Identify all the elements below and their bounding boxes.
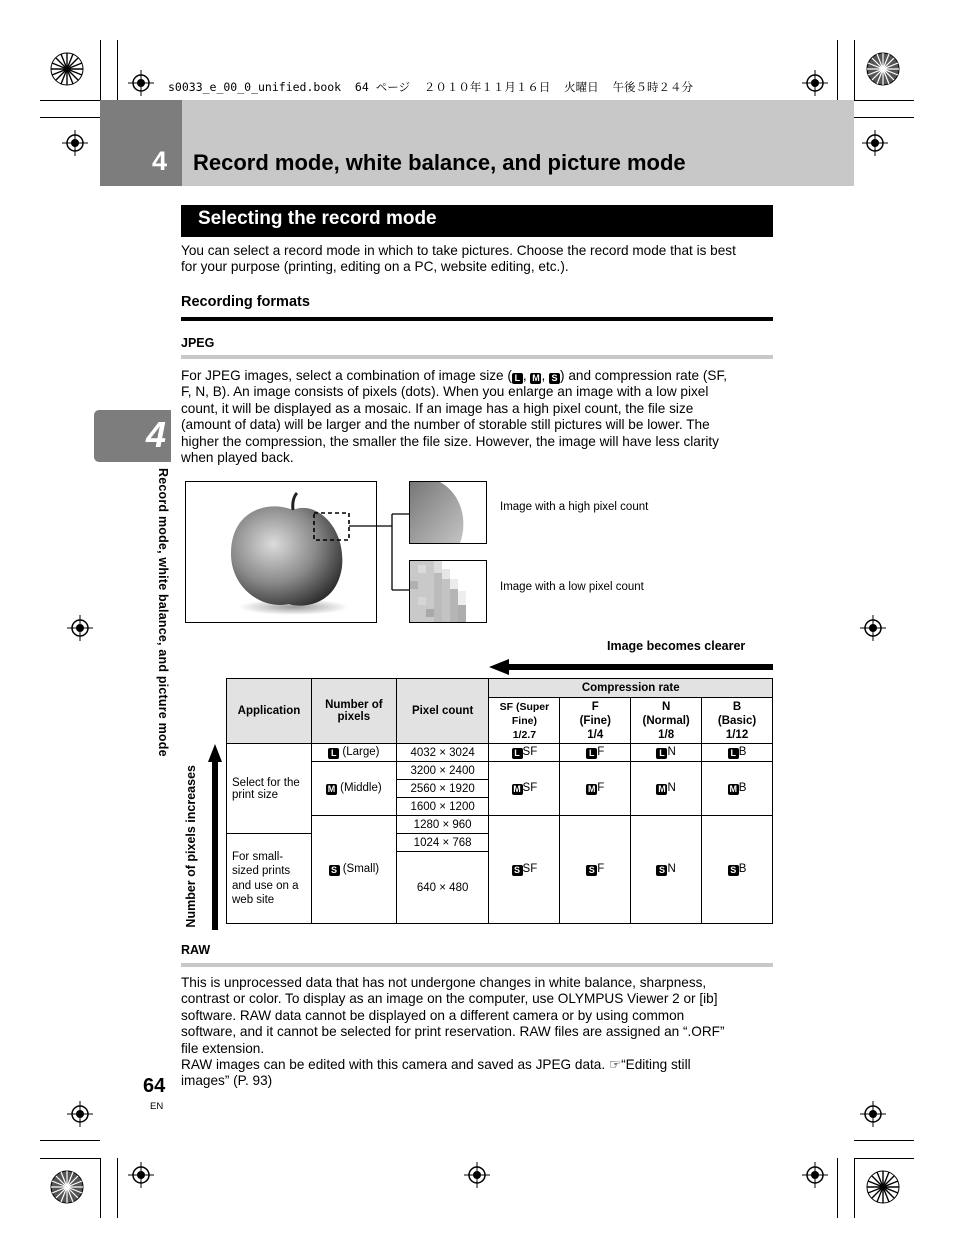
high-pixel-image xyxy=(410,482,486,543)
registration-mark-icon xyxy=(128,70,154,96)
pixel-count-cell: 3200 × 2400 xyxy=(396,762,489,780)
header-application: Application xyxy=(227,679,312,744)
registration-mark-icon xyxy=(464,1162,490,1188)
size-middle-icon: M xyxy=(327,784,336,794)
registration-mark-icon xyxy=(67,615,93,641)
chapter-title: Record mode, white balance, and picture mode xyxy=(193,150,686,175)
registration-mark-icon xyxy=(67,1101,93,1127)
apple-illustration xyxy=(186,482,376,622)
pixel-count-cell: 1024 × 768 xyxy=(396,834,489,852)
printer-header: s0033_e_00_0_unified.book 64 ページ ２０１０年１１月１６日 火曜日 午後５時２４分 xyxy=(168,80,694,94)
chapter-number-box xyxy=(100,100,182,186)
jpeg-rule xyxy=(181,355,773,359)
caption-high-pixel: Image with a high pixel count xyxy=(500,501,649,513)
registration-mark-icon xyxy=(860,615,886,641)
side-tab-text: Record mode, white balance, and picture mode xyxy=(156,468,170,757)
color-target-icon xyxy=(866,1170,900,1204)
size-small-icon: S xyxy=(549,373,560,384)
header-f: F (Fine) 1/4 xyxy=(560,698,631,744)
arrow-up-icon xyxy=(207,744,223,930)
page-language: EN xyxy=(150,1101,164,1112)
color-target-icon xyxy=(866,52,900,86)
pixel-count-cell: 2560 × 1920 xyxy=(396,780,489,798)
jpeg-heading: JPEG xyxy=(181,336,215,350)
application-print: Select for the print size xyxy=(227,744,312,834)
pixel-count-cell: 1280 × 960 xyxy=(396,816,489,834)
application-small: For small-sized prints and use on a web site xyxy=(227,834,312,924)
registration-mark-icon xyxy=(128,1162,154,1188)
arrow-left-icon xyxy=(489,658,774,676)
registration-mark-icon xyxy=(862,130,888,156)
header-number-of-pixels: Number of pixels xyxy=(311,679,396,744)
header-b: B (Basic) 1/12 xyxy=(702,698,773,744)
registration-mark-icon xyxy=(802,1162,828,1188)
section-intro: You can select a record mode in which to take pictures. Choose the record mode that is best for your purpose (printing, editing on a PC, website editing, etc.). xyxy=(181,243,736,275)
size-large: L (Large) xyxy=(311,744,396,762)
chapter-number: 4 xyxy=(152,146,168,176)
raw-heading: RAW xyxy=(181,943,211,957)
size-small-icon: S xyxy=(329,865,340,876)
color-target-icon xyxy=(50,1170,84,1204)
header-sf: SF (Super Fine) 1/2.7 xyxy=(489,698,560,744)
color-target-icon xyxy=(50,52,84,86)
section-title: Selecting the record mode xyxy=(198,208,437,229)
side-tab-number: 4 xyxy=(146,414,167,455)
header-compression-rate: Compression rate xyxy=(489,679,773,698)
size-middle: M (Middle) xyxy=(311,762,396,816)
low-pixel-image xyxy=(410,561,486,622)
record-mode-table xyxy=(226,678,773,924)
table-row: S (Small) 1280 × 960 S SF S F S N S B xyxy=(227,816,773,834)
size-small: S (Small) xyxy=(311,816,396,924)
size-large-icon: L xyxy=(328,748,339,759)
raw-rule xyxy=(181,963,773,967)
table-row: Select for the print size L (Large) 4032 × 3024 L SF L F L N L B xyxy=(227,744,773,762)
pixel-count-cell: 640 × 480 xyxy=(396,852,489,924)
pixel-count-cell: 1600 × 1200 xyxy=(396,798,489,816)
high-pixel-sample xyxy=(409,481,487,544)
reference-icon: ☞ xyxy=(608,1057,622,1073)
jpeg-paragraph: For JPEG images, select a combination of image size ( L , M , S ) and compression rate (SF, F, N, B). An image consists of pixels (dots). When you enlarge an image with a low pixel count, it will be displayed as a mosaic. If an image has a high pixel count, the file size (amount of data) will be larger and the number of storable still pictures will be lower. The higher the compression, the smaller the file size. However, the image will have less clarity when played back. xyxy=(181,368,728,466)
caption-low-pixel: Image with a low pixel count xyxy=(500,581,644,593)
figure-connector xyxy=(349,510,411,595)
pixels-increase-label: Number of pixels increases xyxy=(184,765,198,928)
header-n: N (Normal) 1/8 xyxy=(631,698,702,744)
table-row: M (Middle) 3200 × 2400 M SF M F M N M B xyxy=(227,762,773,780)
header-pixel-count: Pixel count xyxy=(396,679,489,744)
page-number: 64 xyxy=(143,1075,166,1097)
raw-paragraph: This is unprocessed data that has not undergone changes in white balance, sharpness, contrast or color. To display as an image on the computer, use OLYMPUS Viewer 2 or [ib] software. RAW data cannot be displayed on a different camera or by using common software, and it cannot be selected for print reservation. RAW files are assigned an “.ORF” file extension. RAW images can be edited with this camera and saved as JPEG data. ☞“Editing still images” (P. 93) xyxy=(181,975,725,1089)
clearer-label: Image becomes clearer xyxy=(607,639,746,653)
recording-formats-heading: Recording formats xyxy=(181,294,310,310)
heading-rule xyxy=(181,317,773,321)
registration-mark-icon xyxy=(802,70,828,96)
size-large-icon: L xyxy=(512,373,523,384)
registration-mark-icon xyxy=(860,1101,886,1127)
registration-mark-icon xyxy=(62,130,88,156)
low-pixel-sample xyxy=(409,560,487,623)
pixel-count-cell: 4032 × 3024 xyxy=(396,744,489,762)
size-middle-icon: M xyxy=(532,373,540,383)
